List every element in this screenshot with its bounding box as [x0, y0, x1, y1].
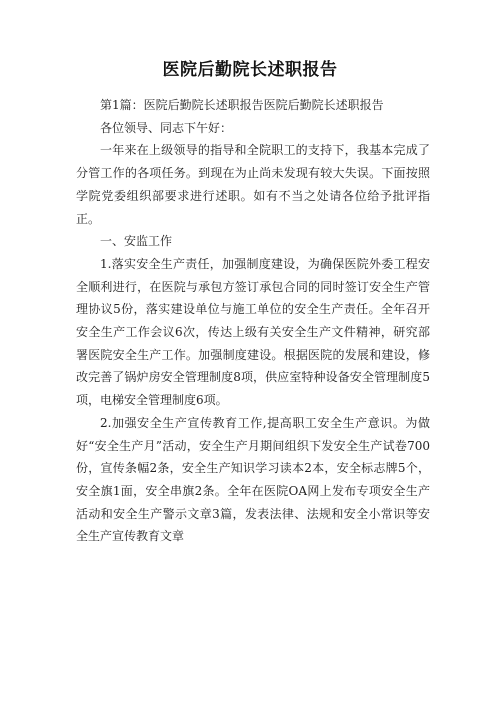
paragraph-salutation: 各位领导、同志下午好： — [100, 120, 233, 135]
document-title: 医院后勤院长述职报告 — [162, 60, 338, 80]
paragraph-safety-education: 2.加强安全生产宣传教育工作,提高职工安全生产意识。为做好“安全生产月”活动，安全生产月期间组织下发安全生产试卷700份，宣传条幅2条，安全生产知识学习读本2本，安全标志牌5个，安全旗1面，安全串旗2条。全年在医院OA网上发布专项安全生产活动和安全生产警示文章3篇，发表法律、法规和安全小常识等安全生产宣传教育文章 — [76, 415, 430, 544]
paragraph-safety-responsibility: 1.落实安全生产责任，加强制度建设，为确保医院外委工程安全顺利进行，在医院与承包方签订承包合同的同时签订安全生产管理协议5份，落实建设单位与施工单位的安全生产责任。全年召开安全生产工作会议6次，传达上级有关安全生产文件精神，研究部署医院安全生产工作。加强制度建设。根据医院的发展和建设，修改完善了锅炉房安全管理制度8项，供应室特种设备安全管理制度5项，电梯安全管理制度6项。 — [76, 256, 430, 408]
paragraph-intro: 一年来在上级领导的指导和全院职工的支持下，我基本完成了分管工作的各项任务。到现在为止尚未发现有较大失误。下面按照学院党委组织部要求进行述职。如有不当之处请各位给予批评指正。 — [76, 143, 430, 226]
document-body — [76, 94, 430, 548]
section-heading-safety: 一、安监工作 — [100, 234, 173, 249]
paragraph-chapter-heading: 第1篇：医院后勤院长述职报告医院后勤院长述职报告 — [100, 98, 384, 112]
